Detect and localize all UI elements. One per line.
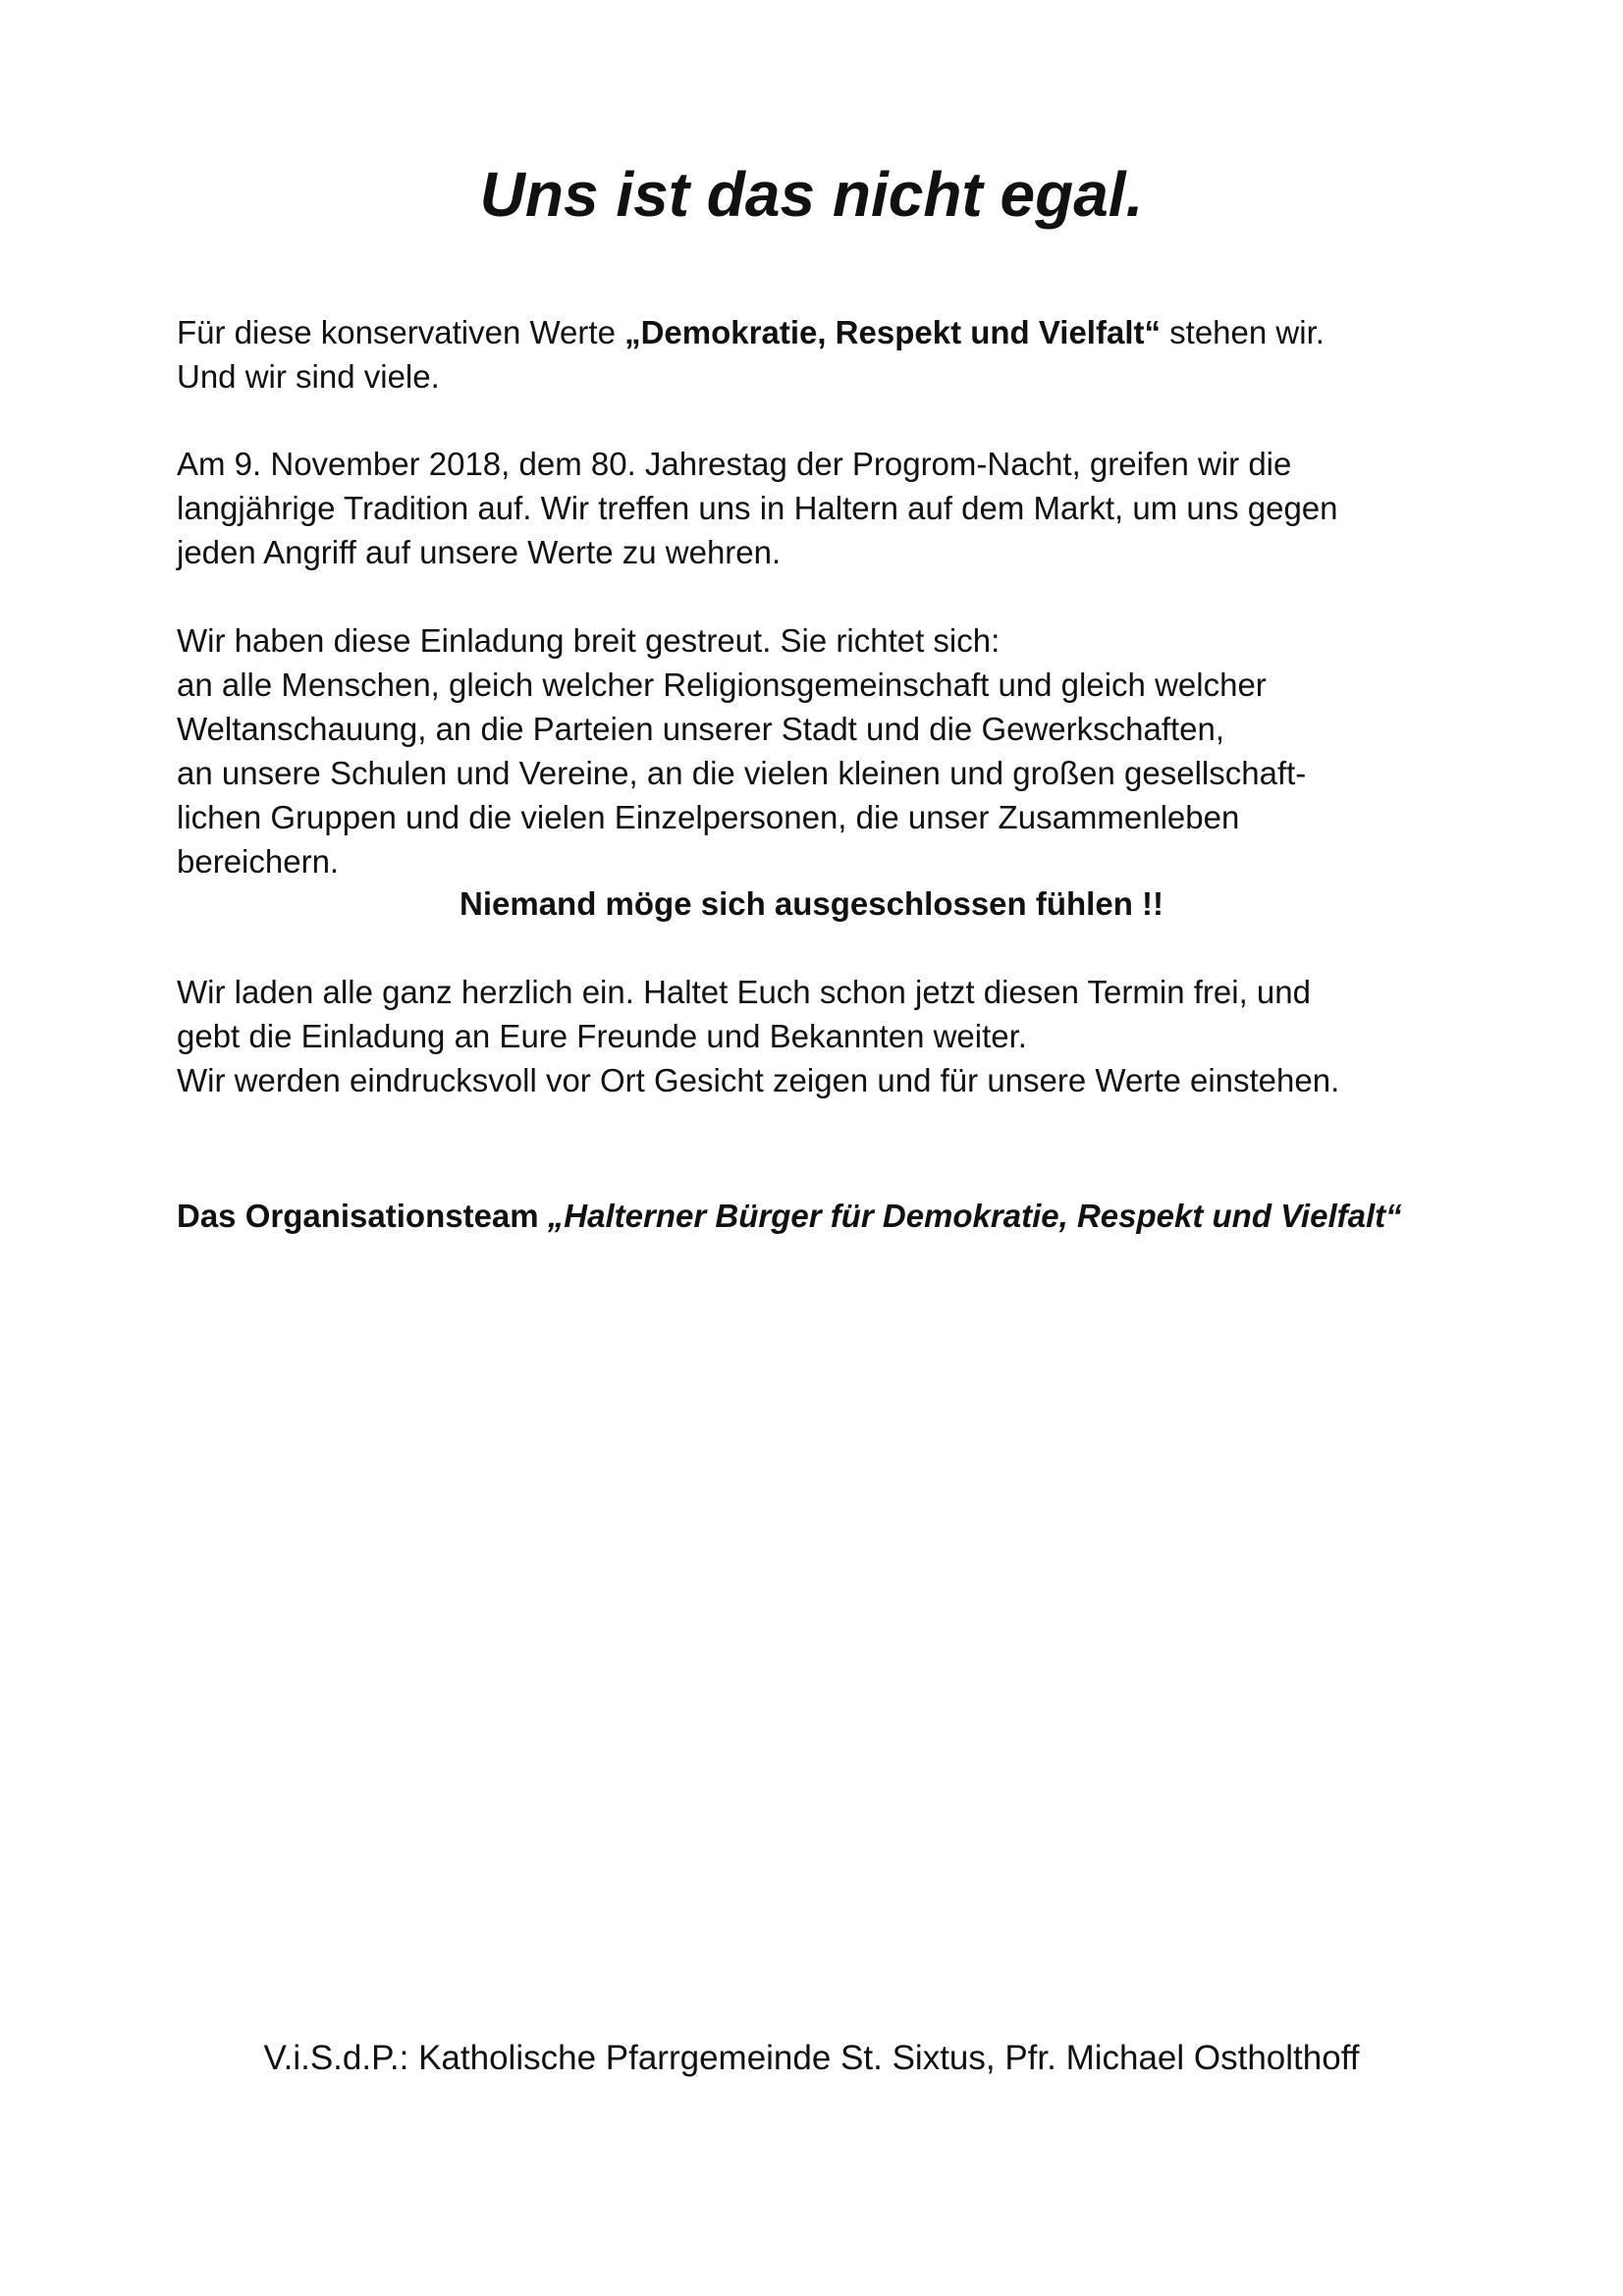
- signature-prefix: Das Organisationsteam: [177, 1198, 548, 1234]
- values-outro-text: stehen wir.: [1160, 314, 1325, 350]
- paragraph-closing: [177, 970, 1453, 1102]
- values-intro-text: Für diese konservativen Werte: [177, 314, 625, 350]
- paragraph-values-line-2: Und wir sind viele.: [177, 358, 440, 395]
- footer-imprint: V.i.S.d.P.: Katholische Pfarrgemeinde St. Sixtus, Pfr. Michael Ostholthoff: [263, 2039, 1360, 2077]
- paragraph-values: [177, 310, 1453, 399]
- paragraph-closing-line: Wir werden eindrucksvoll vor Ort Gesicht zeigen und für unsere Werte einstehen.: [177, 1062, 1340, 1098]
- values-bold-text: „Demokratie, Respekt und Vielfalt“: [624, 314, 1161, 350]
- paragraph-invitation-line: an unsere Schulen und Vereine, an die vielen kleinen und großen gesellschaft-: [177, 755, 1307, 791]
- paragraph-invitation: [177, 618, 1453, 883]
- paragraph-invitation-line: bereichern.: [177, 843, 340, 880]
- paragraph-invitation-line: an alle Menschen, gleich welcher Religionsgemeinschaft und gleich welcher: [177, 667, 1267, 703]
- paragraph-closing-line: Wir laden alle ganz herzlich ein. Haltet Euch schon jetzt diesen Termin frei, und: [177, 974, 1311, 1010]
- paragraph-date-line: Am 9. November 2018, dem 80. Jahrestag der Progrom-Nacht, greifen wir die: [177, 446, 1292, 482]
- paragraph-invitation-line: Wir haben diese Einladung breit gestreut. Sie richtet sich:: [177, 622, 1001, 659]
- paragraph-invitation-line: lichen Gruppen und die vielen Einzelpersonen, die unser Zusammenleben: [177, 799, 1240, 835]
- signature-organization: „Halterner Bürger für Demokratie, Respekt und Vielfalt“: [547, 1198, 1402, 1234]
- page-title: Uns ist das nicht egal.: [479, 159, 1144, 230]
- signature-line: [177, 1194, 1402, 1238]
- paragraph-values-line-1: [177, 310, 1453, 354]
- paragraph-date-line: langjährige Tradition auf. Wir treffen uns in Haltern auf dem Markt, um uns gegen: [177, 490, 1338, 526]
- emphasis-line: Niemand möge sich ausgeschlossen fühlen !!: [460, 885, 1163, 922]
- paragraph-invitation-line: Weltanschauung, an die Parteien unserer Stadt und die Gewerkschaften,: [177, 711, 1225, 747]
- paragraph-date-line: jeden Angriff auf unsere Werte zu wehren.: [177, 534, 782, 570]
- paragraph-date: [177, 442, 1453, 574]
- paragraph-closing-line: gebt die Einladung an Eure Freunde und Bekannten weiter.: [177, 1018, 1027, 1054]
